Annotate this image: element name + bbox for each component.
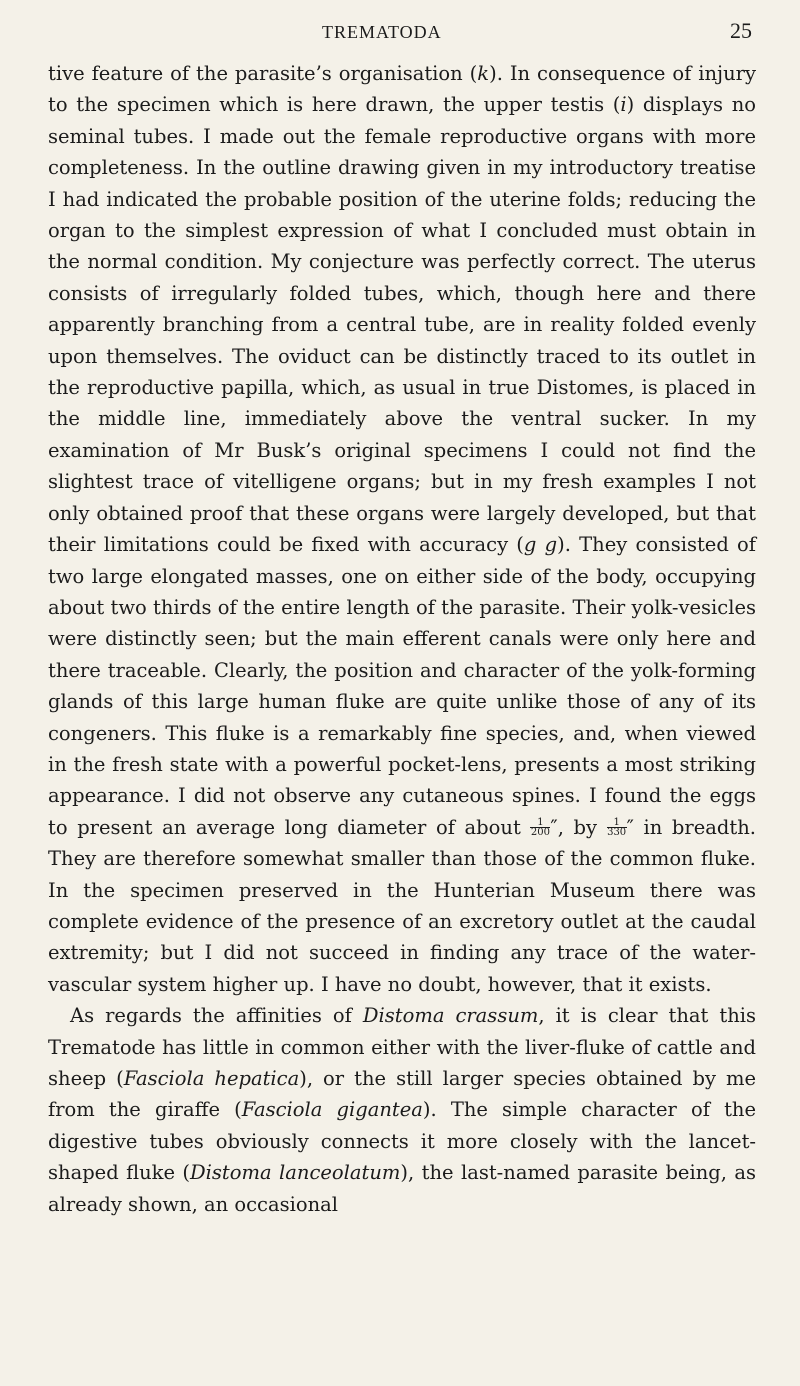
figure-ref-gg: g g (523, 533, 558, 557)
text-run: , it is clear that this Trematode has little in common either with the liver-fluke of cattle and sheep ( (48, 1004, 757, 1090)
text-run: ), the last-named parasite being, as already shown, an occasional (48, 1161, 756, 1216)
text-run: ), or the still larger species obtained by me from the giraffe ( (48, 1067, 757, 1122)
page-number: 25 (730, 18, 752, 43)
text-run: ). In consequence of injury to the specimen which is here drawn, the upper testis ( (48, 62, 756, 117)
text-run: ). The simple character of the digestive tubes obviously connects it more closely with the lancet-shaped fluke ( (48, 1098, 757, 1185)
text-run: ″, by (550, 815, 607, 839)
fraction-numerator: 1 (613, 816, 620, 828)
fraction-denominator: 330 (607, 826, 627, 838)
paragraph-1 (48, 58, 756, 1000)
running-head (0, 10, 800, 50)
body-text (48, 58, 756, 1220)
species-name: Fasciola hepatica (123, 1067, 300, 1090)
fraction-egg-length (530, 818, 550, 838)
fraction-egg-breadth (607, 818, 627, 838)
fraction-numerator: 1 (537, 816, 544, 828)
text-run: As regards the affinities of (70, 1004, 363, 1028)
text-run: ) displays no seminal tubes. I made out the female reproductive organs with more completeness. In the outline drawing given in my introductory treatise I had indicated the probable position of the uterine folds; reducing the organ to the simplest expression of what I concluded must obtain in the normal condition. My conjecture was perfectly correct. The uterus consists of irregularly folded tubes, which, though here and there apparently branching from a central tube, are in reality folded evenly upon themselves. The oviduct can be distinctly traced to its outlet in the reproductive papilla, which, as usual in true Distomes, is placed in the middle line, immediately above the ventral sucker. In my examination of Mr Busk’s original specimens I could not find the slightest trace of vitelligene organs; but in my fresh examples I not only obtained proof that these organs were largely developed, but that their limitations could be fixed with accuracy ( (48, 93, 756, 557)
text-run: ″ in breadth. They are therefore somewhat smaller than those of the common fluke. In the specimen preserved in the Hunterian Museum there was complete evidence of the presence of an excretory outlet at the caudal extremity; but I did not succeed in finding any trace of the water-vascular system higher up. I have no doubt, however, that it exists. (48, 815, 756, 996)
figure-ref-i: i (620, 93, 627, 117)
species-name: Distoma crassum (362, 1004, 539, 1028)
species-name: Distoma lanceolatum (190, 1161, 401, 1185)
paragraph-2 (48, 1000, 756, 1220)
species-name: Fasciola gigantea (241, 1098, 423, 1122)
figure-ref-k: k (477, 62, 490, 85)
fraction-denominator: 200 (530, 826, 550, 838)
text-run: tive feature of the parasite’s organisation ( (48, 62, 478, 85)
text-run: ). They consisted of two large elongated masses, one on either side of the body, occupying about two thirds of the entire length of the parasite. Their yolk-vesicles were distinctly seen; but the main efferent canals were only here and there traceable. Clearly, the position and character of the yolk-forming glands of this large human fluke are quite unlike those of any of its congeners. This fluke is a remarkably fine species, and, when viewed in the fresh state with a powerful pocket-lens, presents a most striking appearance. I did not observe any cutaneous spines. I found the eggs to present an average long diameter of about (48, 533, 756, 839)
running-title: TREMATODA (322, 22, 442, 42)
